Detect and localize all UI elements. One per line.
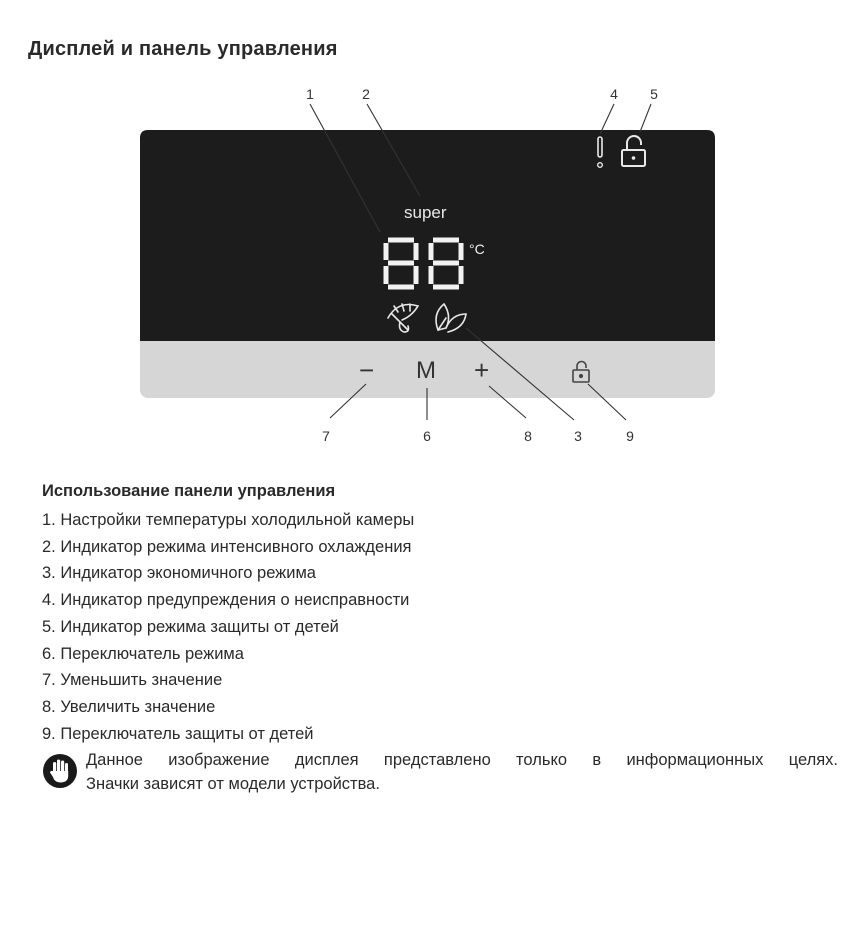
control-panel-drawing xyxy=(0,0,844,470)
note-text xyxy=(86,748,838,796)
legend-list xyxy=(42,507,842,747)
page-title: Дисплей и панель управления xyxy=(28,38,338,60)
mode-button[interactable]: M xyxy=(416,357,436,384)
legend-item: 8. Увеличить значение xyxy=(42,697,216,716)
callout-number-7: 7 xyxy=(322,428,330,444)
increase-button[interactable]: + xyxy=(474,355,490,385)
callout-number-2: 2 xyxy=(362,86,370,102)
temperature-unit: °C xyxy=(469,241,485,257)
note-line-2: Значки зависят от модели устройства. xyxy=(86,775,380,793)
legend-item: 4. Индикатор предупреждения о неисправности xyxy=(42,591,410,610)
display-screen xyxy=(140,130,715,341)
callout-number-6: 6 xyxy=(423,428,431,444)
note-line-1: Данное изображение дисплея представлено только в информационных целях. xyxy=(86,751,838,769)
legend-item: 3. Индикатор экономичного режима xyxy=(42,564,316,583)
callout-number-9: 9 xyxy=(626,428,634,444)
decrease-button[interactable]: − xyxy=(359,355,375,385)
legend-item: 7. Уменьшить значение xyxy=(42,671,223,690)
legend-section xyxy=(42,482,842,747)
callout-number-8: 8 xyxy=(524,428,532,444)
info-note xyxy=(42,748,842,798)
callout-number-4: 4 xyxy=(610,86,618,102)
legend-item: 6. Переключатель режима xyxy=(42,644,244,663)
legend-item: 9. Переключатель защиты от детей xyxy=(42,724,314,743)
legend-item: 2. Индикатор режима интенсивного охлаждения xyxy=(42,537,412,556)
callout-number-5: 5 xyxy=(650,86,658,102)
control-panel-figure xyxy=(0,0,844,470)
hand-stop-icon xyxy=(42,753,78,789)
super-cooling-label: super xyxy=(404,203,447,222)
legend-item: 5. Индикатор режима защиты от детей xyxy=(42,617,339,636)
callout-number-3: 3 xyxy=(574,428,582,444)
legend-item: 1. Настройки температуры холодильной камеры xyxy=(42,511,415,529)
legend-title: Использование панели управления xyxy=(42,482,336,500)
callout-number-1: 1 xyxy=(306,86,314,102)
